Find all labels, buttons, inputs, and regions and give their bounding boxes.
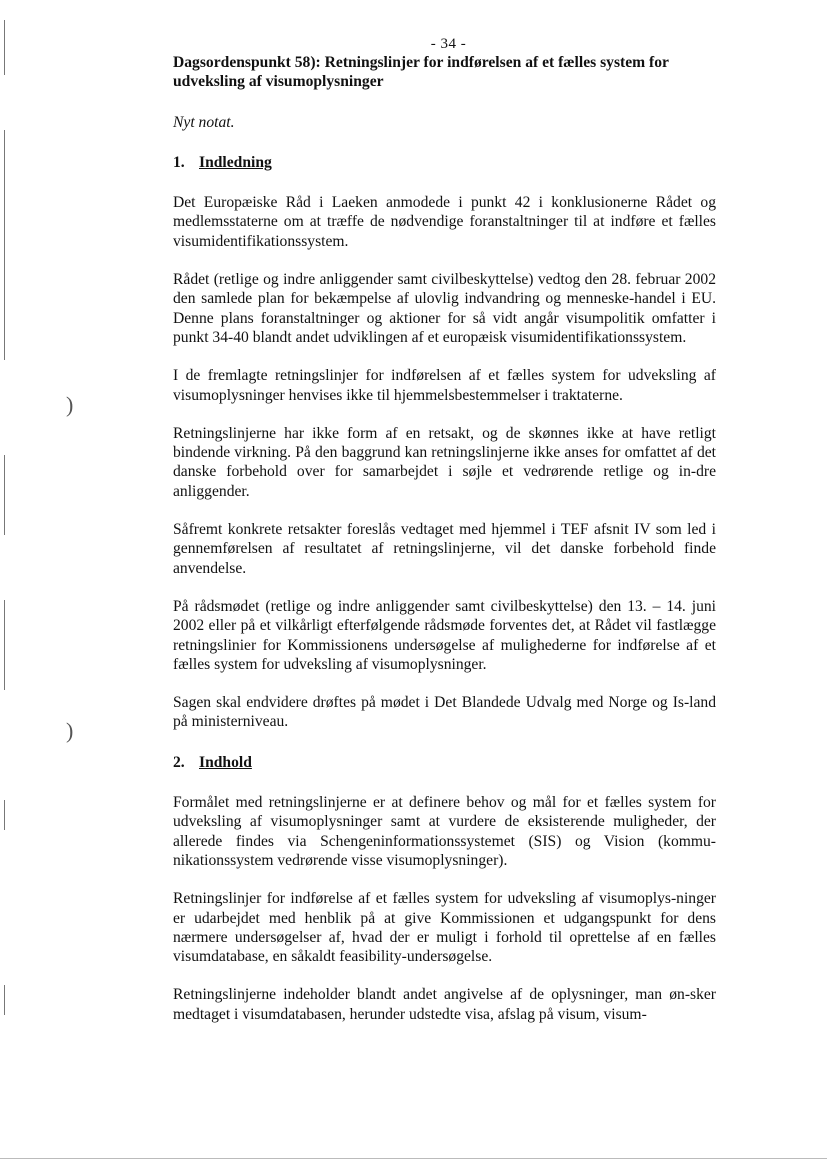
page-number: - 34 - (430, 36, 467, 52)
scan-bottom-edge (0, 1158, 827, 1159)
punch-hole-mark: ) (66, 718, 74, 743)
scan-margin-line (4, 130, 5, 360)
note-label: Nyt notat. (173, 113, 235, 131)
section-number: 2. (173, 753, 185, 771)
section-title: Indhold (199, 753, 252, 771)
scan-margin-line (4, 600, 5, 690)
paragraph: Retningslinjer for indførelse af et fælles system for udveksling af visumoplys-ninger er udarbejdet med henblik på at give Kommissionen et udgangspunkt for dens nærmere undersøgelser af, hvad der er muligt i forhold til oprettelse af en fælles visumdatabase, en såkaldt feasibility-undersøgelse. (173, 890, 716, 966)
scan-margin-line (4, 985, 5, 1015)
agenda-title: Dagsordenspunkt 58): Retningslinjer for indførelsen af et fælles system for udveksling af visumoplysninger (173, 54, 669, 91)
scan-margin-line (4, 455, 5, 535)
paragraph: Det Europæiske Råd i Laeken anmodede i punkt 42 i konklusionerne Rådet og medlemsstaterne om at træffe de nødvendige foranstaltninger til at indføre et fælles visumidentifikationssystem. (173, 194, 716, 250)
paragraph: I de fremlagte retningslinjer for indførelsen af et fælles system for udveksling af visumoplysninger henvises ikke til hjemmelsbestemmelser i traktaterne. (173, 367, 716, 404)
paragraph: Formålet med retningslinjerne er at definere behov og mål for et fælles system for udveksling af visumoplysninger samt at vurdere de eksisterende muligheder, der allerede findes via Schengeninformationssystemet (SIS) og Vision (kommu-nikationssystem vedrørende visse visumoplysninger). (173, 794, 716, 869)
paragraph: Såfremt konkrete retsakter foreslås vedtaget med hjemmel i TEF afsnit IV som led i gennemførelsen af resultatet af retningslinjerne, vil det danske forbehold finde anvendelse. (173, 521, 716, 577)
paragraph: På rådsmødet (retlige og indre anliggender samt civilbeskyttelse) den 13. – 14. juni 2002 eller på et vilkårligt efterfølgende rådsmøde forventes det, at Rådet vil fastlægge retningslinier for Kommissionens undersøgelse af mulighederne for indførelse af et fælles system for udveksling af visumoplysninger. (173, 597, 716, 673)
section-heading-content (173, 753, 716, 772)
paragraph: Retningslinjerne har ikke form af en retsakt, og de skønnes ikke at have retligt bindende virkning. På den baggrund kan retningslinjerne ikke anses for omfattet af det danske forbehold over for samarbejdet i søjle et vedrørende retlige og in-dre anliggender. (173, 424, 716, 500)
punch-hole-mark: ) (66, 392, 74, 417)
section-heading-introduction (173, 153, 716, 172)
section-title: Indledning (199, 153, 272, 171)
document-body (173, 53, 716, 1024)
section-number: 1. (173, 153, 185, 171)
paragraph: Retningslinjerne indeholder blandt andet angivelse af de oplysninger, man øn-sker medtaget i visumdatabasen, herunder udstedte visa, afslag på visum, visum- (173, 986, 716, 1023)
paragraph: Rådet (retlige og indre anliggender samt civilbeskyttelse) vedtog den 28. februar 2002 den samlede plan for bekæmpelse af ulovlig indvandring og menneske-handel i EU. Denne plans foranstaltninger og aktioner for så vidt angår visumpolitik omfatter i punkt 34-40 blandt andet udviklingen af et europæisk visumidentifikationssystem. (173, 271, 716, 346)
paragraph: Sagen skal endvidere drøftes på mødet i Det Blandede Udvalg med Norge og Is-land på ministerniveau. (173, 694, 716, 731)
scan-margin-line (4, 800, 5, 830)
